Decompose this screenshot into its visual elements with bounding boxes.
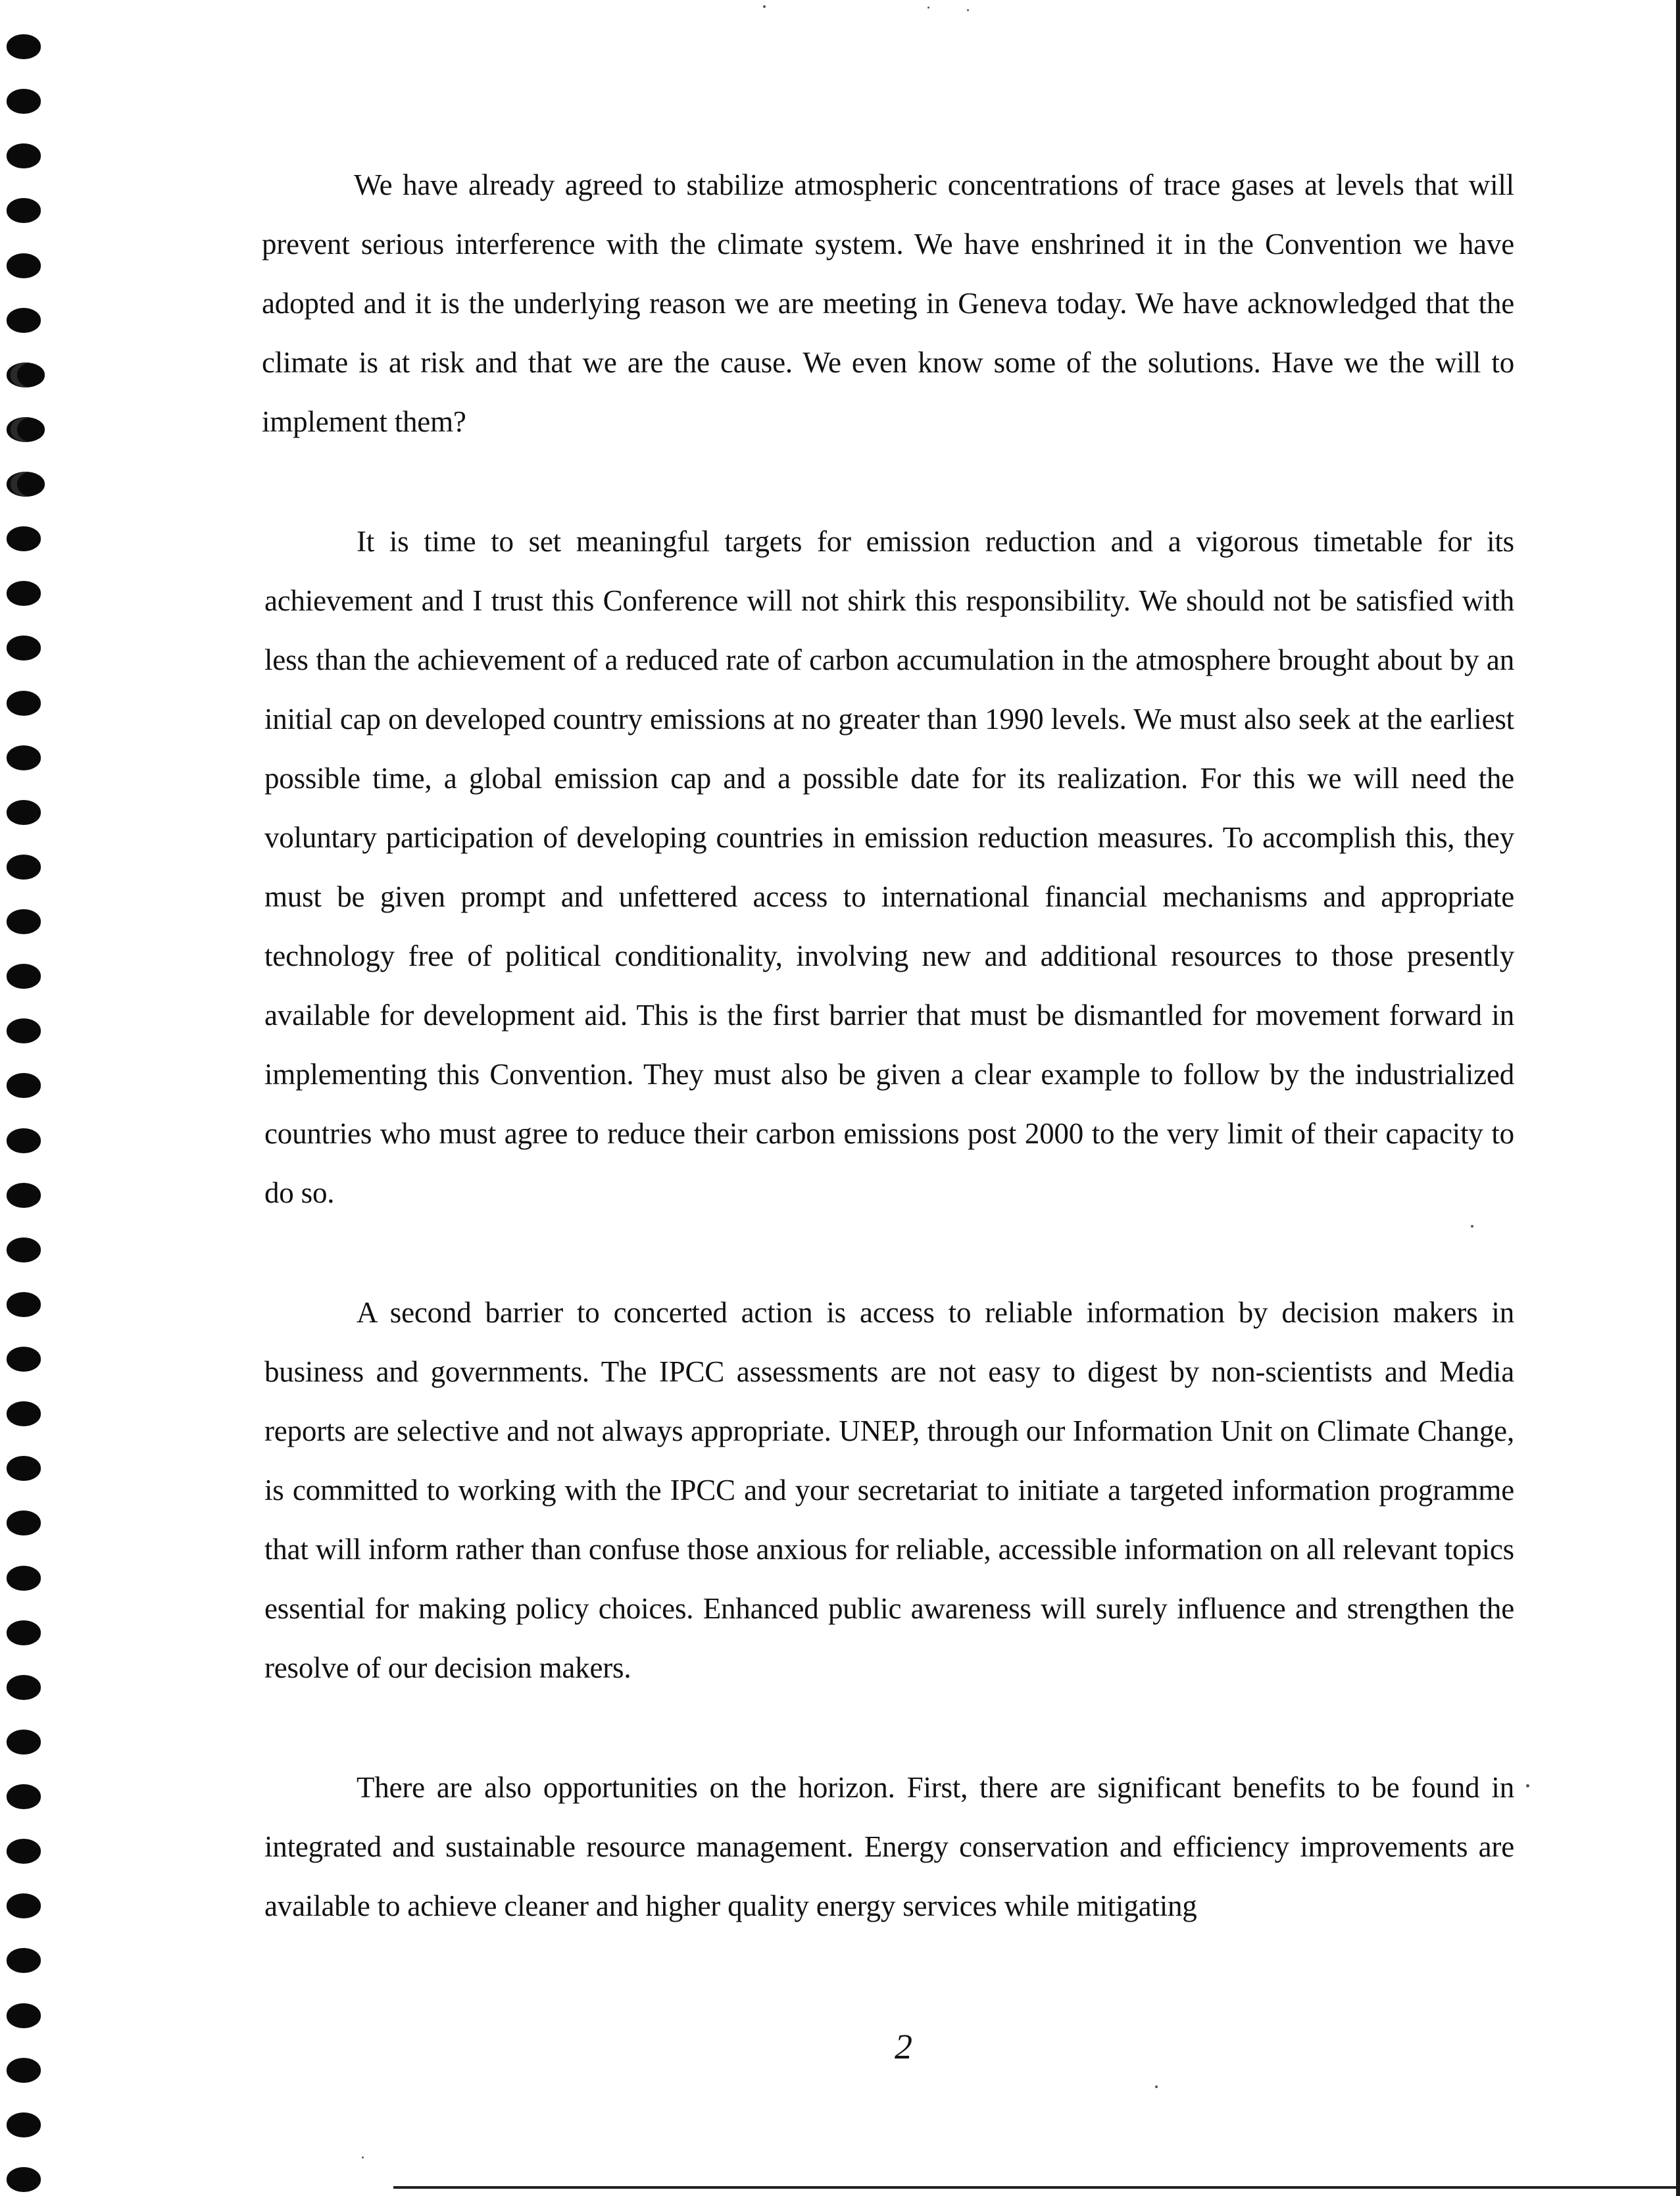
binder-hole-icon	[7, 89, 41, 114]
scan-speck	[1471, 1225, 1473, 1228]
binder-hole-icon	[7, 2112, 41, 2137]
binder-hole-icon	[7, 472, 45, 497]
binder-hole-icon	[7, 2167, 41, 2192]
scan-speck	[967, 9, 969, 11]
binder-hole-icon	[7, 1784, 41, 1809]
binder-hole-icon	[7, 308, 41, 333]
binder-hole-icon	[7, 1510, 41, 1535]
binder-hole-icon	[7, 2003, 41, 2028]
binder-hole-icon	[7, 909, 41, 934]
scan-speck	[927, 7, 929, 9]
binder-hole-icon	[7, 362, 45, 387]
paragraph-3: A second barrier to concerted action is access to reliable information by decision makers in business and governments. The IPCC assessments are not easy to digest by non-scientists and Media reports are selective and not always appropriate. UNEP, through our Information Unit on Climate Change, is committed to working with the IPCC and your secretariat to initiate a targeted information programme that will inform rather than confuse those anxious for reliable, accessible information on all relevant topics essential for making policy choices. Enhanced public awareness will surely influence and strengthen the resolve of our decision makers.	[264, 1296, 1514, 1684]
binder-hole-icon	[7, 1566, 41, 1591]
paragraph-2: It is time to set meaningful targets for emission reduction and a vigorous timetable for its achievement and I trust this Conference will not shirk this responsibility. We should not be satisfied with less than the achievement of a reduced rate of carbon accumulation in the atmosphere brought about by an initial cap on developed country emissions at no greater than 1990 levels. We must also seek at the earliest possible time, a global emission cap and a possible date for its realization. For this we will need the voluntary participation of developing countries in emission reduction measures. To accomplish this, they must be given prompt and unfettered access to international financial mechanisms and appropriate technology free of political conditionality, involving new and additional resources to those presently available for development aid. This is the first barrier that must be dismantled for movement forward in implementing this Convention. They must also be given a clear example to follow by the industrialized countries who must agree to reduce their carbon emissions post 2000 to the very limit of their capacity to do so.	[264, 525, 1514, 1209]
binder-hole-icon	[7, 1237, 41, 1262]
scan-speck	[362, 2157, 364, 2159]
binder-hole-icon	[7, 1401, 41, 1426]
scan-speck	[1155, 2085, 1158, 2088]
binder-hole-icon	[7, 526, 41, 551]
scan-speck	[1526, 1784, 1529, 1787]
page-number: 2	[895, 2027, 912, 2066]
binder-hole-icon	[7, 2058, 41, 2083]
binder-hole-icon	[7, 34, 41, 59]
bottom-edge-line	[393, 2186, 1680, 2189]
binder-hole-icon	[7, 800, 41, 825]
binder-hole-icon	[7, 1018, 41, 1043]
binder-hole-icon	[7, 1839, 41, 1864]
binder-hole-icon	[7, 1292, 41, 1317]
binder-hole-icon	[7, 1347, 41, 1372]
binder-hole-icon	[7, 1730, 41, 1755]
binder-hole-icon	[7, 855, 41, 880]
body-text	[264, 155, 1514, 1935]
binder-hole-icon	[7, 1183, 41, 1208]
paragraph-4: There are also opportunities on the horizon. First, there are significant benefits to be found in integrated and sustainable resource management. Energy conservation and efficiency improvements are available to achieve cleaner and higher quality energy services while mitigating	[264, 1771, 1514, 1922]
binder-hole-icon	[7, 198, 41, 223]
scan-speck	[763, 5, 766, 8]
binder-hole-icon	[7, 1073, 41, 1098]
binder-hole-icon	[7, 581, 41, 606]
binder-hole-icon	[7, 745, 41, 770]
binder-hole-icon	[7, 1948, 41, 1973]
binder-hole-icon	[7, 1893, 41, 1918]
binder-hole-icon	[7, 143, 41, 168]
binder-hole-icon	[7, 964, 41, 989]
right-edge-line	[1676, 0, 1680, 2196]
binder-hole-icon	[7, 1128, 41, 1153]
binder-hole-icon	[7, 1456, 41, 1481]
binder-hole-icon	[7, 1675, 41, 1700]
binder-hole-icon	[7, 253, 41, 278]
binder-hole-icon	[7, 417, 45, 442]
binder-hole-strip	[7, 34, 47, 2192]
paragraph-1: We have already agreed to stabilize atmospheric concentrations of trace gases at levels that will prevent serious interference with the climate system. We have enshrined it in the Convention we have adopted and it is the underlying reason we are meeting in Geneva today. We have acknowledged that the climate is at risk and that we are the cause. We even know some of the solutions. Have we the will to implement them?	[262, 168, 1514, 438]
binder-hole-icon	[7, 636, 41, 661]
binder-hole-icon	[7, 691, 41, 716]
binder-hole-icon	[7, 1620, 41, 1645]
